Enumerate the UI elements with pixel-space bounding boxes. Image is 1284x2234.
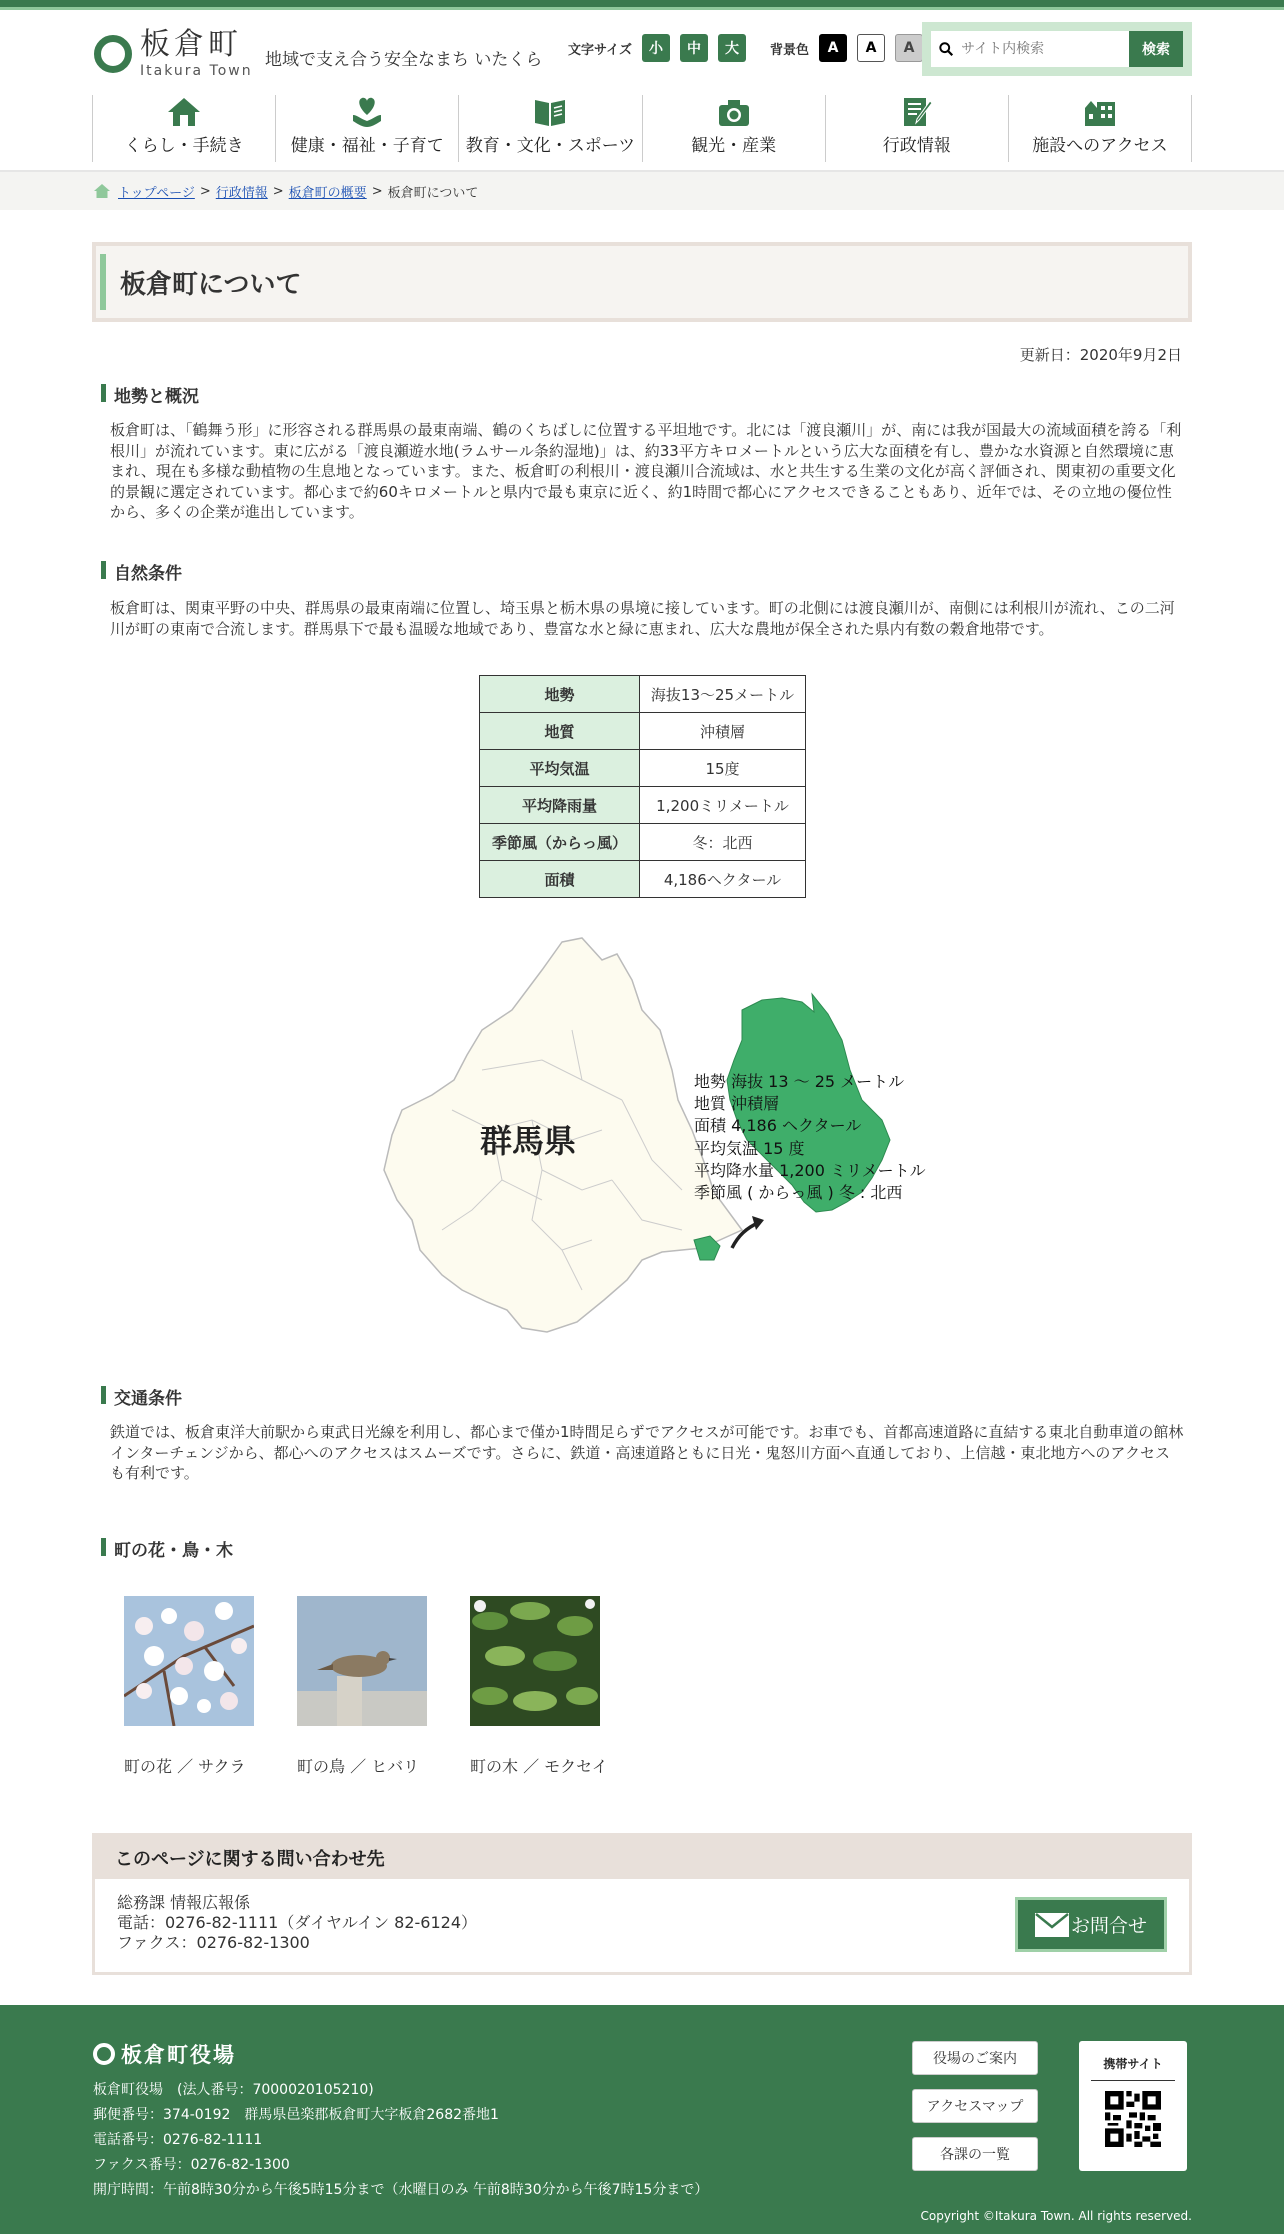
- symbol-caption: 町の鳥 ／ ヒバリ: [297, 1757, 420, 1776]
- nav-item-health[interactable]: [276, 95, 459, 162]
- section-body-transport: 鉄道では、板倉東洋大前駅から東武日光線を利用し、都心まで僅か1時間足らずでアクセスが可能です。お車でも、首都高速道路に直結する東北自動車道の館林インターチェンジから、都心へのアクセスはスムーズです。さらに、鉄道・高速道路ともに日光・鬼怒川方面へ直通しており、上信越・東北地方へのアクセスも有利です。: [110, 1423, 1184, 1482]
- table-header-cell: 平均降雨量: [480, 787, 640, 824]
- home-icon: [94, 184, 110, 198]
- breadcrumb-administration-link[interactable]: 行政情報: [215, 185, 268, 201]
- footer-address: 郵便番号：374-0192 群馬県邑楽郡板倉町大字板倉2682番地1: [93, 2107, 499, 2123]
- section-heading-terrain: 地勢と概況: [101, 382, 199, 407]
- symbol-item: [124, 1596, 254, 1777]
- contact-phone: 電話：0276-82-1111（ダイヤルイン 82-6124）: [117, 1913, 478, 1932]
- section-heading-transport: 交通条件: [101, 1384, 182, 1409]
- skylark-photo: [297, 1596, 427, 1726]
- section-body-terrain: 板倉町は、「鶴舞う形」に形容される群馬県の最東南端、鶴のくちばしに位置する平坦地です。北には「渡良瀬川」が、南には我が国最大の流域面積を誇る「利根川」が流れています。東に広がる「渡良瀬遊水地(ラムサール条約湿地)」は、約33平方キロメートルという広大な面積を有し、豊かな水資源と自然環境に恵まれ、現在も多様な動植物の生息地となっています。また、板倉町の利根川・渡良瀬川合流域は、水と共生する生業の文化が高く評価され、関東初の重要文化的景観に選定されています。都心まで約60キロメートルと県内で最も東京に近く、約1時間で都心にアクセスできることもあり、近年では、その立地の優位性から、多くの企業が進出しています。: [110, 421, 1182, 521]
- symbol-caption: 町の木 ／ モクセイ: [470, 1757, 608, 1776]
- table-header-cell: 面積: [480, 861, 640, 898]
- map-info-line: 平均降水量 1,200 ミリメートル: [694, 1161, 926, 1180]
- access-map-button[interactable]: アクセスマップ: [912, 2089, 1038, 2123]
- global-nav: [92, 95, 1192, 162]
- site-header: [0, 10, 1284, 92]
- contact-department: 総務課 情報広報係: [117, 1893, 251, 1912]
- breadcrumb-home-link[interactable]: トップページ: [118, 185, 195, 201]
- book-icon: [532, 95, 568, 129]
- footer-hours: 開庁時間：午前8時30分から午後5時15分まで（水曜日のみ 午前8時30分から午後7時15分まで）: [93, 2182, 709, 2198]
- footer-links: [912, 2041, 1038, 2185]
- table-row: [480, 787, 806, 824]
- breadcrumb-separator: >: [272, 183, 284, 199]
- contact-fax: ファクス：0276-82-1300: [117, 1933, 310, 1952]
- inquiry-button[interactable]: [1015, 1897, 1167, 1952]
- section-body-nature: 板倉町は、関東平野の中央、群馬県の最東南端に位置し、埼玉県と栃木県の県境に接しています。町の北側には渡良瀬川が、南側には利根川が流れ、この二河川が町の東南で合流します。群馬県下で最も温暖な地域であり、豊富な水と緑に恵まれ、広大な農地が保全された県内有数の穀倉地帯です。: [110, 599, 1175, 638]
- symbol-item: [470, 1596, 608, 1777]
- building-icon: [1082, 95, 1118, 129]
- nav-item-facilities[interactable]: [1009, 95, 1192, 162]
- table-cell: 冬：北西: [640, 824, 806, 861]
- table-header-cell: 地勢: [480, 676, 640, 713]
- footer-logo: [93, 2039, 236, 2069]
- heart-hands-icon: [349, 95, 385, 129]
- bg-gray-button[interactable]: A: [895, 34, 923, 62]
- nav-label: くらし・手続き: [124, 136, 244, 156]
- nav-label: 教育・文化・スポーツ: [465, 136, 636, 156]
- osmanthus-photo: [470, 1596, 600, 1726]
- table-row: [480, 824, 806, 861]
- camera-icon: [716, 95, 752, 129]
- map-info-line: 平均気温 15 度: [694, 1139, 805, 1158]
- inquiry-button-label: お問合せ: [1070, 1915, 1147, 1937]
- footer-phone: 電話番号：0276-82-1111: [93, 2132, 263, 2148]
- footer-fax: ファクス番号：0276-82-1300: [93, 2157, 290, 2173]
- document-pen-icon: [899, 95, 935, 129]
- breadcrumb-separator: >: [371, 183, 383, 199]
- table-header-cell: 地質: [480, 713, 640, 750]
- bg-white-button[interactable]: A: [857, 34, 885, 62]
- map-info-line: 面積 4,186 ヘクタール: [694, 1116, 862, 1135]
- cherry-blossom-photo: [124, 1596, 254, 1726]
- updated-date: 更新日：2020年9月2日: [1019, 346, 1182, 364]
- table-row: [480, 676, 806, 713]
- page-title: 板倉町について: [120, 269, 302, 300]
- nav-label: 施設へのアクセス: [1032, 136, 1168, 156]
- map-info-line: 地質 沖積層: [694, 1094, 780, 1113]
- symbol-item: [297, 1596, 427, 1777]
- section-heading-nature: 自然条件: [101, 559, 182, 584]
- map-pref-label: 群馬県: [480, 1122, 577, 1160]
- search-icon: [939, 41, 953, 57]
- map-info-line: 季節風 ( からっ風 ) 冬 : 北西: [694, 1183, 903, 1202]
- table-cell: 15度: [640, 750, 806, 787]
- copyright: Copyright ©Itakura Town. All rights reserved.: [920, 2209, 1192, 2223]
- mobile-site-box[interactable]: [1079, 2041, 1187, 2171]
- mobile-site-label: 携帯サイト: [1103, 2057, 1163, 2071]
- font-size-medium-button[interactable]: 中: [680, 34, 708, 62]
- nav-item-administration[interactable]: [826, 95, 1009, 162]
- table-cell: 4,186ヘクタール: [640, 861, 806, 898]
- divider: [1091, 2080, 1175, 2081]
- table-cell: 1,200ミリメートル: [640, 787, 806, 824]
- footer-corp-number: 板倉町役場 (法人番号：7000020105210): [93, 2082, 374, 2098]
- town-symbols: [124, 1596, 643, 1777]
- contact-heading: このページに関する問い合わせ先: [95, 1836, 1189, 1879]
- table-cell: 海抜13～25メートル: [640, 676, 806, 713]
- font-size-large-button[interactable]: 大: [718, 34, 746, 62]
- contact-box: [92, 1833, 1192, 1975]
- nav-item-living[interactable]: [93, 95, 276, 162]
- logo-name-ja: 板倉町: [140, 27, 242, 62]
- section-heading-symbols: 町の花・鳥・木: [101, 1536, 233, 1561]
- department-list-button[interactable]: 各課の一覧: [912, 2137, 1038, 2171]
- nav-label: 健康・福祉・子育て: [290, 136, 444, 156]
- gunma-map-image: [342, 930, 942, 1340]
- page-title-box: [92, 242, 1192, 322]
- logo-name-en: Itakura Town: [140, 63, 253, 79]
- qr-code-icon: [1105, 2091, 1161, 2147]
- search-input[interactable]: [961, 41, 1129, 57]
- site-tagline: 地域で支え合う安全なまち いたくら: [265, 50, 543, 70]
- breadcrumb-overview-link[interactable]: 板倉町の概要: [288, 185, 367, 201]
- table-header-cell: 平均気温: [480, 750, 640, 787]
- symbol-caption: 町の花 ／ サクラ: [124, 1757, 246, 1776]
- house-icon: [166, 95, 202, 129]
- font-size-label: 文字サイズ: [568, 42, 632, 58]
- table-row: [480, 750, 806, 787]
- background-color-label: 背景色: [769, 42, 809, 58]
- mail-icon: [1035, 1913, 1069, 1937]
- breadcrumb-current: 板倉町について: [387, 185, 479, 201]
- site-search: [922, 22, 1192, 76]
- office-guide-button[interactable]: 役場のご案内: [912, 2041, 1038, 2075]
- nav-label: 行政情報: [882, 136, 951, 156]
- footer-info: [93, 2078, 708, 2203]
- accessibility-tools: [568, 34, 923, 62]
- bg-black-button[interactable]: A: [819, 34, 847, 62]
- site-logo[interactable]: [94, 27, 253, 79]
- table-row: [480, 713, 806, 750]
- footer-org-name: 板倉町役場: [121, 2043, 236, 2067]
- nav-label: 観光・産業: [691, 136, 777, 156]
- font-size-small-button[interactable]: 小: [642, 34, 670, 62]
- top-accent-bar: [0, 0, 1284, 10]
- logo-ring-icon: [94, 35, 132, 73]
- table-row: [480, 861, 806, 898]
- breadcrumb: [0, 172, 1284, 210]
- nav-item-education[interactable]: [459, 95, 642, 162]
- footer-logo-ring-icon: [93, 2043, 115, 2065]
- site-footer: [0, 2005, 1284, 2234]
- search-button[interactable]: 検索: [1129, 31, 1183, 67]
- map-info-line: 地勢 海抜 13 ～ 25 メートル: [694, 1072, 905, 1091]
- nav-item-tourism[interactable]: [643, 95, 826, 162]
- table-header-cell: 季節風（からっ風）: [480, 824, 640, 861]
- breadcrumb-separator: >: [199, 183, 211, 199]
- table-cell: 沖積層: [640, 713, 806, 750]
- natural-conditions-table: [479, 675, 806, 898]
